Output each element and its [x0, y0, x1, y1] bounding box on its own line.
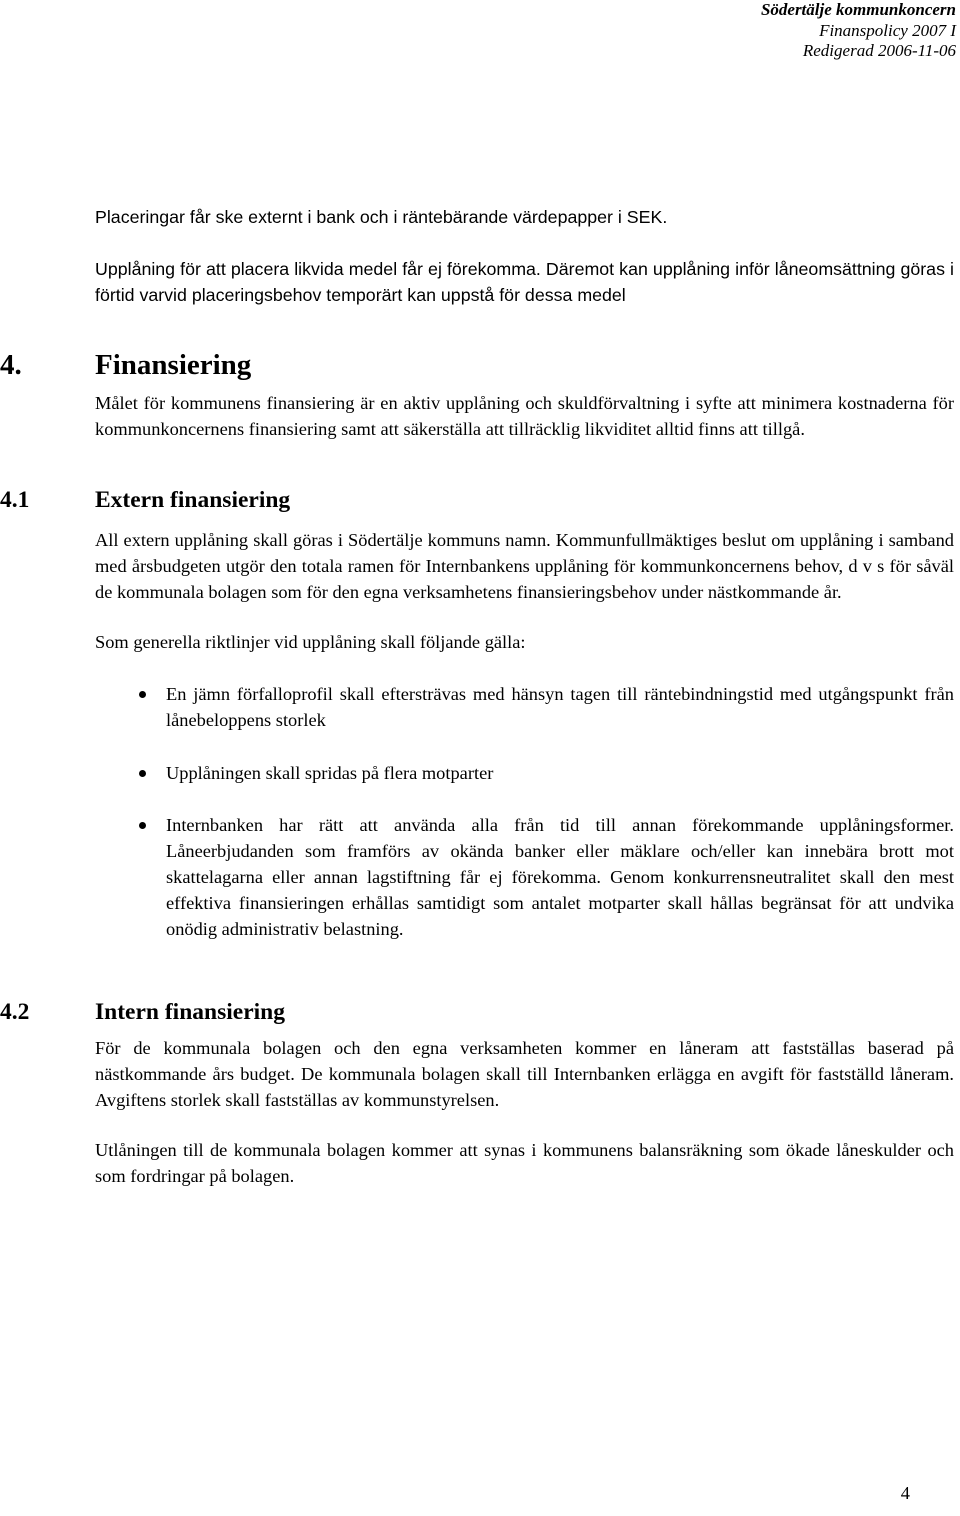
page-header [761, 0, 956, 62]
intro-paragraph-2: Upplåning för att placera likvida medel får ej förekomma. Däremot kan upplåning inför låneomsättning göras i förtid varvid placeringsbehov temporärt kan uppstå för dessa medel [95, 259, 954, 305]
header-document-title: Finanspolicy 2007 I [819, 20, 956, 40]
section-4-2-number: 4.2 [0, 999, 30, 1025]
section-4-1-number: 4.1 [0, 487, 30, 513]
section-4-heading [0, 348, 954, 382]
section-4-number: 4. [0, 349, 22, 381]
section-4-1-title: Extern finansiering [95, 487, 291, 513]
list-item-text: En jämn förfalloprofil skall eftersträvas med hänsyn tagen till räntebindningstid med utgångspunkt från lånebeloppens storlek [166, 684, 954, 730]
list-item-text: Internbanken har rätt att använda alla från tid till annan förekommande upplåningsformer. Låneerbjudanden som framförs av okända banker eller mäklare och/eller kan innebära brott mot skattelagarna eller annan lagstiftning får ej förekomma. Genom konkurrensneutralitet skall den mest effektiva finansieringen erhållas samtidigt som antalet motparter skall hållas begränsat för att undvika onödig administrativ belastning. [166, 815, 954, 939]
bullet-icon [139, 691, 146, 698]
header-revised-date: Redigerad 2006-11-06 [802, 41, 956, 60]
header-organization: Södertälje kommunkoncern [760, 0, 956, 19]
section-4-1-paragraph-1: All extern upplåning skall göras i Södertälje kommuns namn. Kommunfullmäktiges beslut om upplåning i samband med årsbudgeten utgör den totala ramen för Internbankens upplåning för kommunkoncernens behov, d v s för såväl de kommunala bolagen som för den egna verksamhetens finansieringsbehov under nästkommande år. [95, 530, 954, 602]
section-4-2-paragraph-2: Utlåningen till de kommunala bolagen kommer att synas i kommunens balansräkning som ökade låneskulder och som fordringar på bolagen. [95, 1140, 954, 1186]
bullet-icon [139, 822, 146, 829]
section-4-paragraph: Målet för kommunens finansiering är en aktiv upplåning och skuldförvaltning i syfte att minimera kostnaderna för kommunkoncernens finansiering samt att säkerställa att tillräcklig likviditet alltid finns att tillgå. [95, 393, 954, 439]
section-4-1-heading [0, 485, 954, 515]
document-body [0, 204, 954, 1189]
section-4-title: Finansiering [95, 349, 252, 381]
page-number: 4 [900, 1483, 910, 1503]
intro-paragraph-1: Placeringar får ske externt i bank och i räntebärande värdepapper i SEK. [95, 207, 668, 227]
list-item-text: Upplåningen skall spridas på flera motparter [166, 763, 494, 783]
guidelines-list [95, 681, 954, 942]
section-4-1-paragraph-2: Som generella riktlinjer vid upplåning skall följande gälla: [95, 632, 526, 652]
section-4-2-paragraph-1: För de kommunala bolagen och den egna verksamheten kommer en låneram att fastställas baserad på nästkommande års budget. De kommunala bolagen skall till Internbanken erlägga en avgift för fastställd låneram. Avgiftens storlek skall fastställas av kommunstyrelsen. [95, 1038, 954, 1110]
list-item [95, 812, 954, 942]
section-4-2-title: Intern finansiering [95, 999, 285, 1025]
list-item [95, 681, 954, 733]
bullet-icon [139, 770, 146, 777]
list-item [95, 760, 954, 786]
section-4-2-heading [0, 997, 954, 1027]
